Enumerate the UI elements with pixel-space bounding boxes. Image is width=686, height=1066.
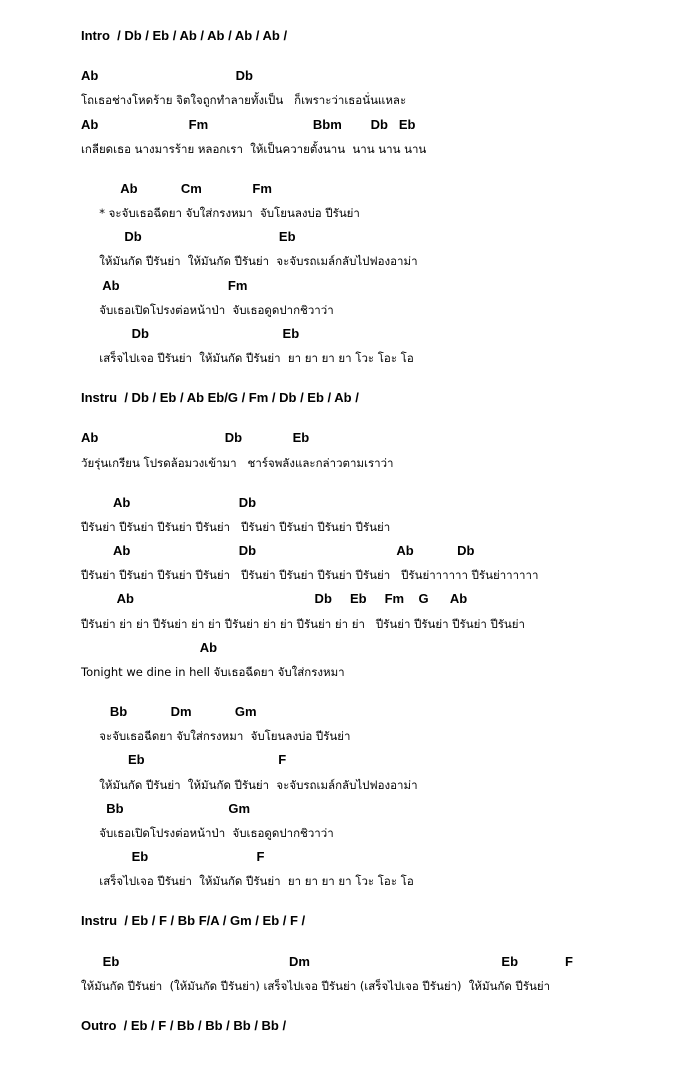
chord-line: Db Eb [81,326,300,341]
chord-line: Bb Dm Gm [81,704,257,719]
lyric-line: ปีรันย่า ปีรันย่า ปีรันย่า ปีรันย่า ปีรันย่า ปีรันย่า ปีรันย่า ปีรันย่า [81,520,391,534]
lyric-line: เกลียดเธอ นางมารร้าย หลอกเรา ให้เป็นควายตั้งนาน นาน นาน นาน [81,142,427,156]
lyric-line: ให้มันกัด ปีรันย่า ให้มันกัด ปีรันย่า จะจับรถเมล์กลับไปฟองอาม่า [81,778,418,792]
chord-line: Ab Db [81,68,253,83]
lyric-line: วัยรุ่นเกรียน โปรดล้อมวงเข้ามา ชาร์จพลังและกล่าวตามเราว่า [81,456,394,470]
lyric-line: ให้มันกัด ปีรันย่า (ให้มันกัด ปีรันย่า) เสร็จไปเจอ ปีรันย่า (เสร็จไปเจอ ปีรันย่า) ให้มันกัด ปีรันย่า [81,979,551,993]
lyric-line: โถเธอช่างโหดร้าย จิตใจถูกทำลายทั้งเป็น ก็เพราะว่าเธอนั่นแหละ [81,93,407,107]
lyric-line: Tonight we dine in hell จับเธอฉีดยา จับใส่กรงหมา [81,665,345,679]
chord-line: Bb Gm [81,801,251,816]
lyric-line: * จะจับเธอฉีดยา จับใส่กรงหมา จับโยนลงบ่อ ปีรันย่า [81,206,360,220]
instru-line: Instru / Db / Eb / Ab Eb/G / Fm / Db / Eb / Ab / [81,390,359,405]
instru-line: Instru / Eb / F / Bb F/A / Gm / Eb / F / [81,913,306,928]
chord-line: Ab [81,640,218,655]
intro-line: Intro / Db / Eb / Ab / Ab / Ab / Ab / [81,28,288,43]
chord-line: Ab Fm Bbm Db Eb [81,117,416,132]
chord-line: Eb F [81,752,287,767]
chord-line: Ab Fm [81,278,248,293]
chord-line: Ab Db Eb [81,430,310,445]
lyric-line: เสร็จไปเจอ ปีรันย่า ให้มันกัด ปีรันย่า ยา ยา ยา ยา โวะ โอะ โอ [81,874,414,888]
chord-line: Eb F [81,849,265,864]
lyric-line: เสร็จไปเจอ ปีรันย่า ให้มันกัด ปีรันย่า ยา ยา ยา ยา โวะ โอะ โอ [81,351,414,365]
chord-line: Db Eb [81,229,296,244]
chord-line: Ab Cm Fm [81,181,272,196]
chord-line: Ab Db Ab Db [81,543,475,558]
outro-line: Outro / Eb / F / Bb / Bb / Bb / Bb / [81,1018,287,1033]
chord-line: Eb Dm Eb F [81,954,573,969]
chord-line: Ab Db [81,495,257,510]
lyric-line: ให้มันกัด ปีรันย่า ให้มันกัด ปีรันย่า จะจับรถเมล์กลับไปฟองอาม่า [81,254,418,268]
lyric-line: ปีรันย่า ย่า ย่า ปีรันย่า ย่า ย่า ปีรันย่า ย่า ย่า ปีรันย่า ย่า ย่า ปีรันย่า ปีรันย่า ปีรันย่า ปีรันย่า [81,617,525,631]
lyric-line: จะจับเธอฉีดยา จับใส่กรงหมา จับโยนลงบ่อ ปีรันย่า [81,729,351,743]
lyric-line: จับเธอเปิดโปรงต่อหน้าป่า จับเธอดูดปากชิวาว่า [81,303,334,317]
lyric-line: จับเธอเปิดโปรงต่อหน้าป่า จับเธอดูดปากชิวาว่า [81,826,334,840]
chord-line: Ab Db Eb Fm G Ab [81,591,468,606]
lyric-line: ปีรันย่า ปีรันย่า ปีรันย่า ปีรันย่า ปีรันย่า ปีรันย่า ปีรันย่า ปีรันย่า ปีรันย่าาาาาา ปีรันย่าาาาาา [81,568,539,582]
